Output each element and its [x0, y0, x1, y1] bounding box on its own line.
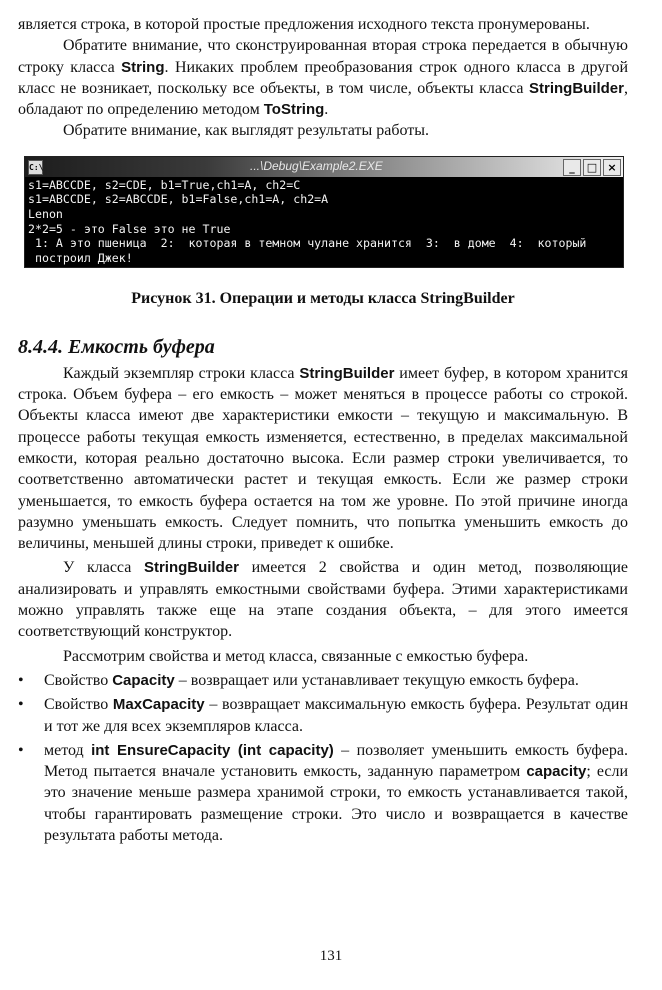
code-keyword: StringBuilder	[143, 559, 239, 577]
text-span: – позволяет уменьшить емкость буфера. Метод пытается вначале установить емкость, заданную параметром	[44, 741, 629, 781]
text-span: . Никаких проблем преобразования строк одного класса в другой класс не возникает, поскольку все объекты, в том числе, объекты класса	[18, 58, 629, 97]
bullet-mark: •	[18, 696, 24, 714]
text-span: – возвращает максимальную емкость буфера. Результат один и тот же для всех экземпляров класса.	[44, 696, 628, 735]
text-span: Каждый экземпляр строки класса	[63, 364, 300, 382]
text-span: – возвращает или устанавливает текущую емкость буфера.	[174, 671, 579, 689]
console-titlebar	[25, 157, 623, 177]
section-paragraph-1	[18, 363, 628, 555]
console-line: s1=ABCCDE, s2=ABCCDE, b1=False,ch1=A, ch2=A	[28, 192, 329, 207]
code-keyword: Capacity	[112, 671, 175, 689]
minimize-icon: _	[563, 159, 581, 176]
intro-paragraph-2	[18, 35, 628, 120]
console-title: ...\Debug\Example2.EXE	[250, 158, 383, 173]
console-line: s1=ABCCDE, s2=CDE, b1=True,ch1=A, ch2=C	[28, 177, 301, 192]
console-line: 1: А это пшеница 2: которая в темном чулане хранится 3: в доме 4: который	[28, 236, 587, 251]
code-keyword: capacity	[526, 763, 587, 781]
console-window-screenshot	[24, 156, 624, 268]
text-span: У класса	[63, 559, 144, 577]
console-line: 2*2=5 - это False это не True	[28, 221, 231, 236]
text-span: , обладают по определению методом	[18, 79, 628, 119]
console-app-icon: C:\	[28, 160, 43, 175]
code-keyword: StringBuilder	[299, 364, 395, 382]
text-span: метод	[44, 741, 92, 759]
list-item	[18, 740, 628, 846]
code-keyword: int EnsureCapacity (int capacity)	[91, 741, 334, 759]
text-span: .	[324, 101, 329, 119]
text-span: Свойство	[44, 696, 113, 714]
bullet-mark: •	[18, 741, 24, 759]
intro-paragraph-3: Обратите внимание, как выглядят результаты работы.	[63, 122, 429, 140]
code-keyword: ToString	[263, 101, 325, 119]
text-span: имеет буфер, в котором хранится строка. Объем буфера – его емкость – может меняться в процессе работы со строкой. Объекты класса имеют две характеристики емкости – текущую и максимальную. В процессе работы текущая емкость изменяется, естественно, в пределах максимальной емкости, которая реально достаточно высока. Если размер строки увеличивается, то соответственно автоматически растет и текущая емкость. Если же размер строки уменьшается, то емкость буфера остается на том же уровне. По этой причине иногда разумно уменьшать емкость. Следует помнить, что попытка уменьшить емкость до величины, меньшей длины строки, приведет к ошибке.	[18, 364, 629, 553]
bullet-list	[18, 670, 628, 846]
text-span: Свойство	[44, 671, 113, 689]
intro-paragraph-1: является строка, в которой простые предложения исходного текста пронумерованы.	[18, 16, 590, 33]
console-output	[25, 177, 623, 267]
window-controls	[563, 159, 621, 176]
code-keyword: StringBuilder	[528, 79, 624, 97]
list-item	[18, 670, 628, 691]
bullet-mark: •	[18, 671, 24, 689]
figure-caption: Рисунок 31. Операции и методы класса StringBuilder	[131, 289, 515, 307]
text-span: Обратите внимание, что сконструированная вторая строка передается в обычную строку класса	[18, 37, 628, 76]
console-line: построил Джек!	[28, 250, 133, 265]
console-line: Lenon	[28, 206, 63, 221]
code-keyword: MaxCapacity	[112, 696, 205, 714]
section-paragraph-2	[18, 557, 628, 642]
maximize-icon: □	[583, 159, 601, 176]
section-heading: 8.4.4. Емкость буфера	[18, 335, 215, 358]
list-item	[18, 694, 628, 737]
page-number: 131	[319, 948, 343, 964]
text-span: ; если это значение меньше размера хранимой строки, то емкость устанавливается такой, чтобы гарантировать размещение строки. Это число и возвращается в качестве результата работы метода.	[44, 763, 629, 845]
section-paragraph-3: Рассмотрим свойства и метод класса, связанные с емкостью буфера.	[63, 647, 529, 665]
text-span: имеется 2 свойства и один метод, позволяющие анализировать и управлять емкостными свойствами буфера. Этими характеристиками можно управлять также еще на этапе создания объекта, – для этого имеется соответствующий конструктор.	[18, 559, 629, 641]
close-icon: ×	[603, 159, 621, 176]
page-content	[18, 14, 628, 846]
code-keyword: String	[121, 58, 165, 76]
